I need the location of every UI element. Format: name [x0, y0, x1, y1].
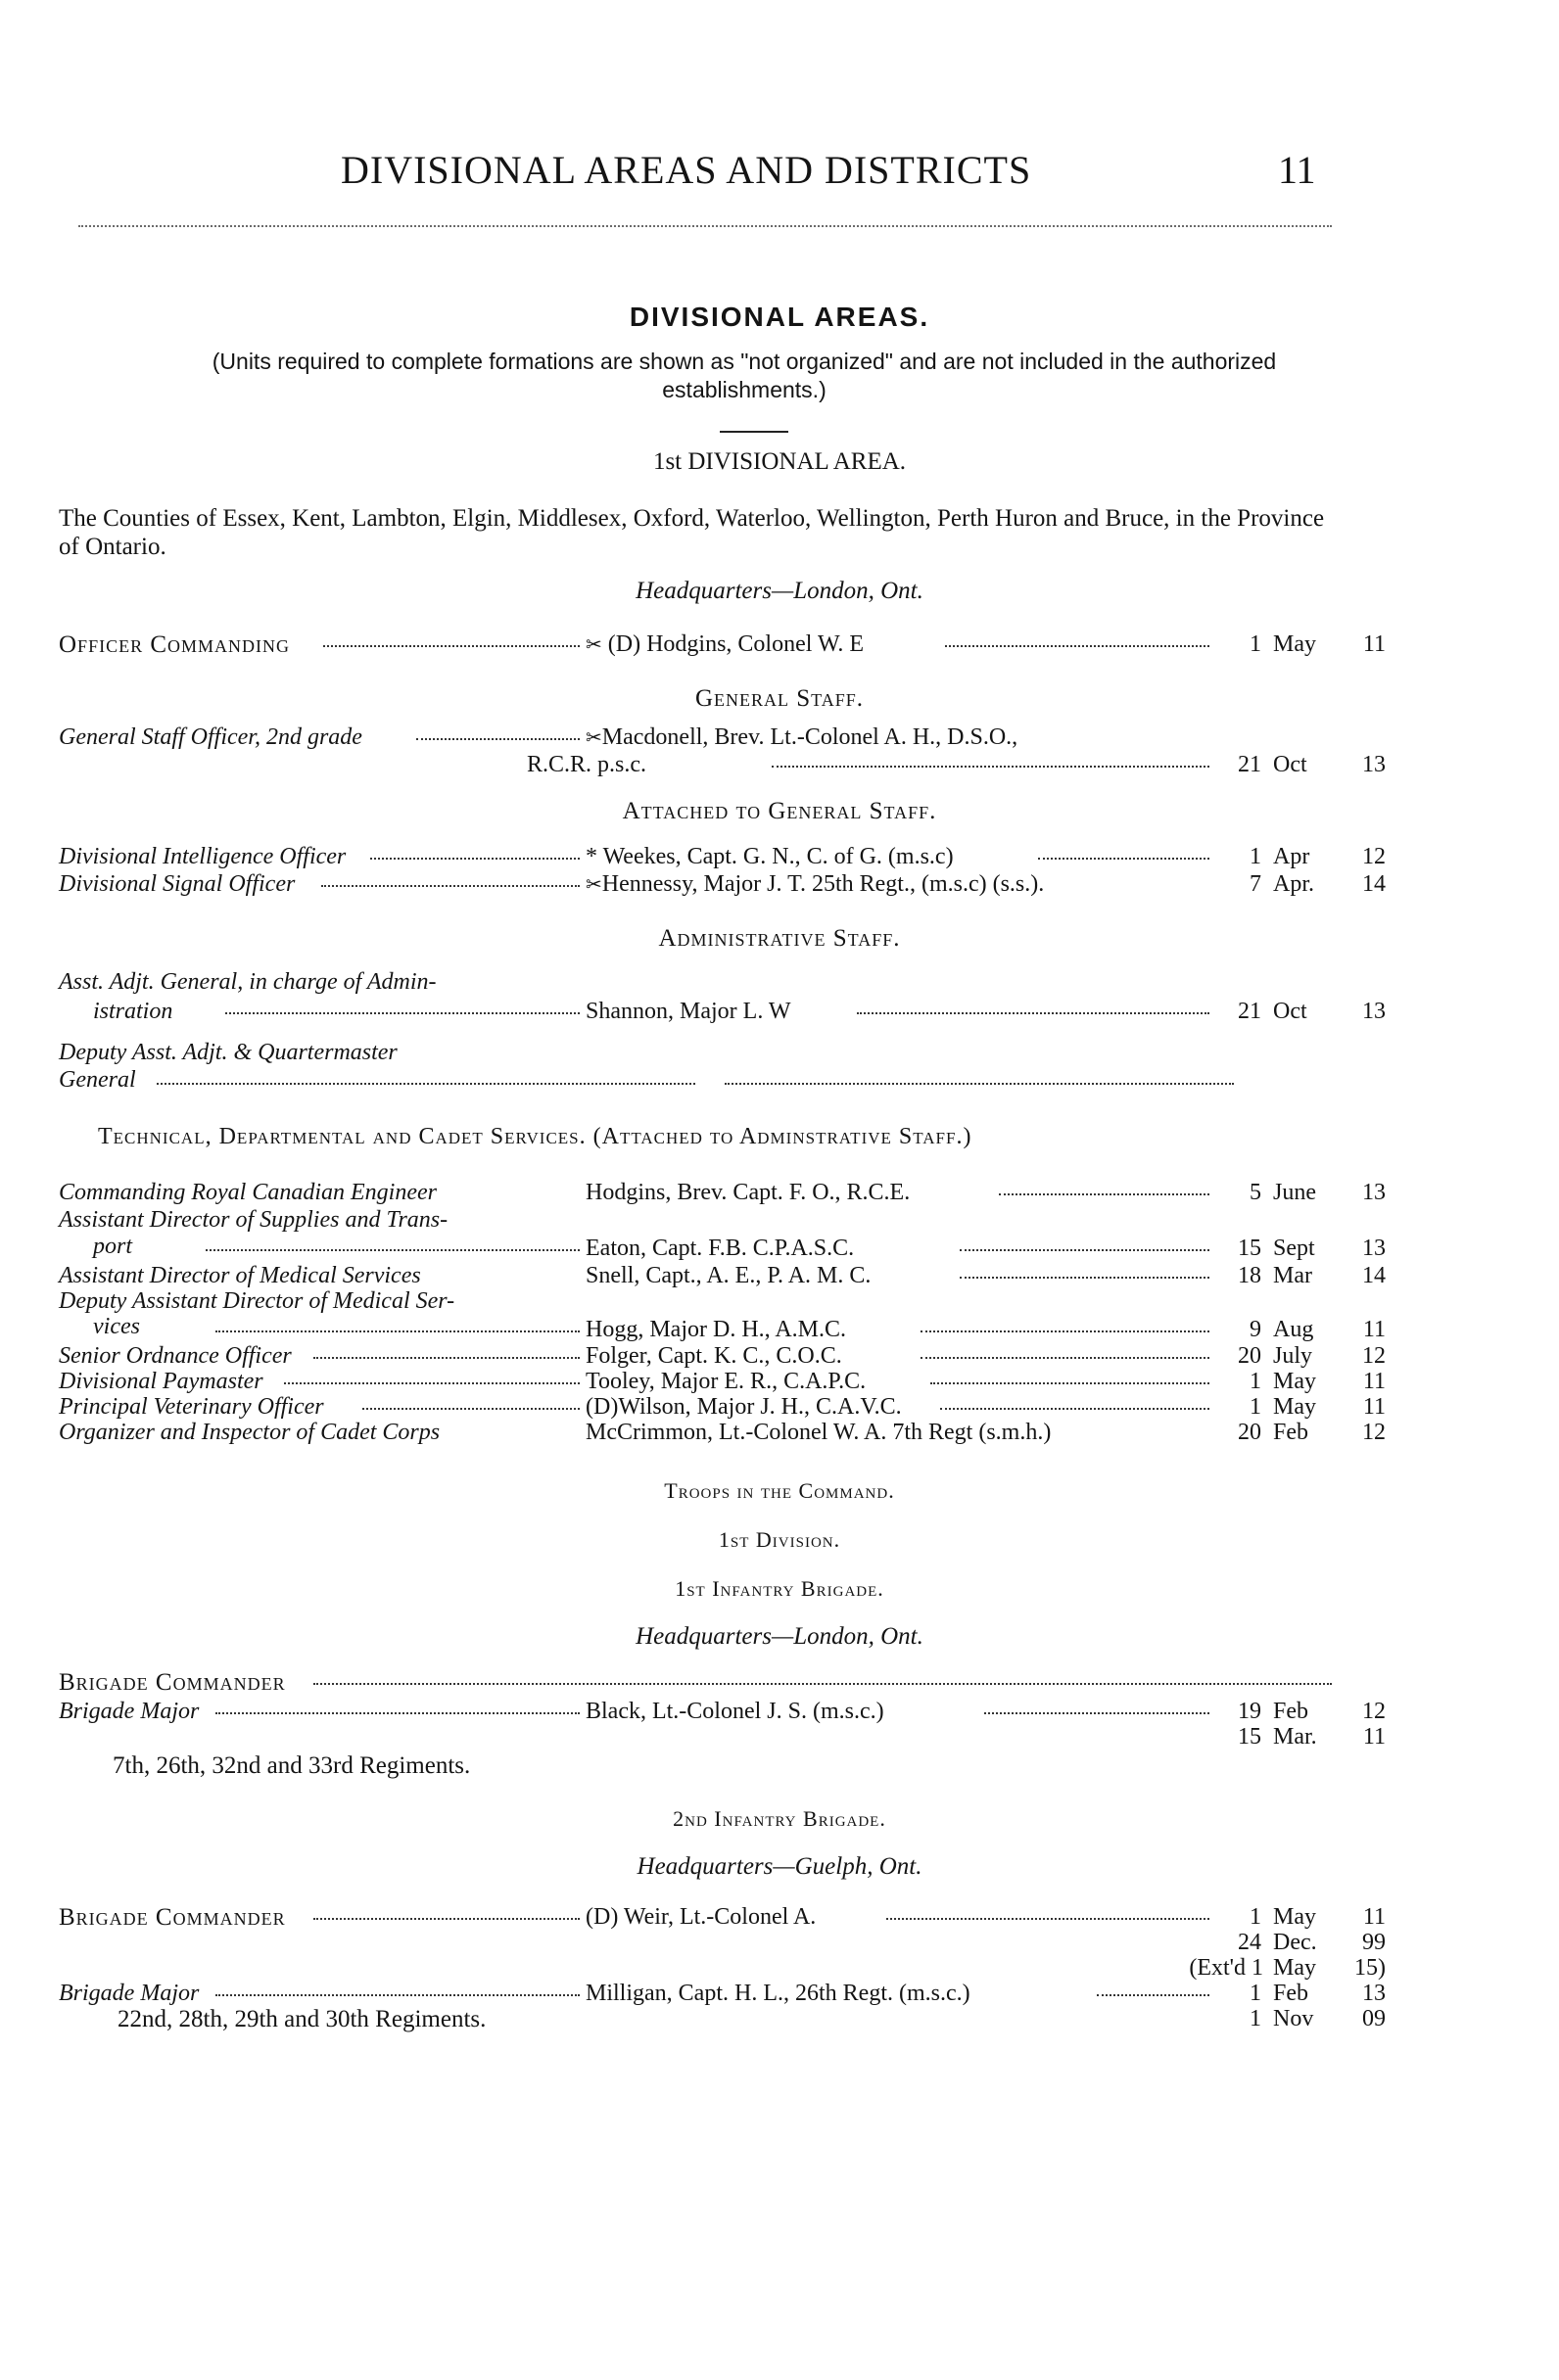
appointment-day: 7	[1250, 871, 1261, 897]
tech-name-ordnance: Folger, Capt. K. C., C.O.C.	[586, 1343, 842, 1369]
crossed-swords-icon: ✂	[586, 634, 602, 656]
appointment-day: 21	[1238, 752, 1261, 777]
running-title: DIVISIONAL AREAS AND DISTRICTS	[341, 148, 1032, 192]
appointment-month: Apr.	[1273, 871, 1314, 897]
leader-dots	[1097, 1994, 1209, 1996]
brigade2-commander-name: (D) Weir, Lt.-Colonel A.	[586, 1904, 817, 1930]
leader-dots	[940, 1408, 1209, 1410]
divisional-areas-heading: DIVISIONAL AREAS.	[629, 302, 930, 332]
leader-dots	[215, 1712, 580, 1714]
area-headquarters: Headquarters—London, Ont.	[636, 578, 923, 604]
tech-row-deputy-medical-name	[59, 1317, 1386, 1346]
leader-dots	[725, 1083, 1234, 1085]
general-staff-continuation: R.C.R. p.s.c.	[527, 752, 647, 777]
leader-dots	[206, 1249, 580, 1251]
leader-dots	[362, 1408, 580, 1410]
leader-dots	[416, 738, 580, 740]
signal-officer-label: Divisional Signal Officer	[59, 871, 296, 897]
appointment-month: June	[1273, 1180, 1316, 1205]
appointment-month: Feb	[1273, 1699, 1308, 1724]
intelligence-officer-name: Weekes, Capt. G. N., C. of G. (m.s.c)	[602, 844, 954, 869]
appointment-year: 13	[1362, 1981, 1386, 2006]
tech-name-paymaster: Tooley, Major E. R., C.A.P.C.	[586, 1369, 867, 1394]
brigade2-commander-label: Brigade Commander	[59, 1904, 286, 1931]
tech-label-supplies-cont: port	[93, 1234, 133, 1259]
tech-row-engineer	[59, 1180, 1386, 1209]
technical-services-heading: Technical, Departmental and Cadet Services. (Attached to Adminstrative Staff.)	[98, 1124, 972, 1149]
attached-general-staff-heading: Attached to General Staff.	[622, 798, 937, 824]
appointment-month: May	[1273, 1369, 1316, 1394]
tech-label-veterinary: Principal Veterinary Officer	[59, 1394, 324, 1420]
general-staff-officer-label: General Staff Officer, 2nd grade	[59, 724, 362, 750]
deputy-asst-adjt-label-cont: General	[59, 1067, 136, 1093]
general-staff-officer-name: Macdonell, Brev. Lt.-Colonel A. H., D.S.O.,	[601, 724, 1018, 750]
asst-adjt-general-name: Shannon, Major L. W	[586, 999, 791, 1024]
appointment-day: 1	[1250, 1981, 1261, 2006]
brigade1-title: 1st Infantry Brigade.	[675, 1576, 884, 1601]
appointment-day: 1	[1250, 1394, 1261, 1420]
intelligence-officer-row	[59, 844, 1386, 873]
brigade1-regiments: 7th, 26th, 32nd and 33rd Regiments.	[113, 1752, 471, 1779]
tech-name-supplies: Eaton, Capt. F.B. C.P.A.S.C.	[586, 1236, 855, 1261]
brigade2-headquarters: Headquarters—Guelph, Ont.	[637, 1853, 922, 1880]
asst-adjt-general-label-cont: istration	[93, 999, 173, 1024]
appointment-day: 9	[1250, 1317, 1261, 1342]
appointment-month: Nov	[1273, 2006, 1314, 2031]
appointment-day: 15	[1238, 1236, 1261, 1261]
leader-dots	[321, 885, 580, 887]
extended-month: May	[1273, 1955, 1316, 1981]
appointment-month: Oct	[1273, 752, 1307, 777]
appointment-day: 1	[1250, 1904, 1261, 1930]
appointment-month: Aug	[1273, 1317, 1314, 1342]
tech-label-medical: Assistant Director of Medical Services	[59, 1263, 421, 1288]
appointment-year: 11	[1362, 1394, 1386, 1420]
crossed-swords-icon: ✂	[586, 727, 602, 749]
appointment-year: 11	[1362, 1317, 1386, 1342]
appointment-day: 18	[1238, 1263, 1261, 1288]
administrative-staff-heading: Administrative Staff.	[658, 925, 901, 952]
troops-heading: Troops in the Command.	[664, 1478, 895, 1503]
tech-name-veterinary: (D)Wilson, Major J. H., C.A.V.C.	[586, 1394, 902, 1420]
leader-dots	[984, 1712, 1209, 1714]
appointment-month: Sept	[1273, 1236, 1315, 1261]
leader-dots	[313, 1683, 1332, 1685]
appointment-month: Mar.	[1273, 1724, 1317, 1750]
header-rule	[78, 225, 1332, 227]
deputy-asst-adjt-label: Deputy Asst. Adjt. & Quartermaster	[59, 1040, 398, 1065]
tech-row-supplies-name	[59, 1236, 1386, 1265]
appointment-month: May	[1273, 1904, 1316, 1930]
brigade1-commander-label: Brigade Commander	[59, 1669, 286, 1696]
appointment-month: Feb	[1273, 1981, 1308, 2006]
leader-dots	[1038, 858, 1209, 860]
intelligence-officer-label: Divisional Intelligence Officer	[59, 844, 347, 869]
signal-officer-name: Hennessy, Major J. T. 25th Regt., (m.s.c) (s.s.).	[601, 871, 1045, 897]
leader-dots	[157, 1083, 695, 1085]
division-heading: 1st Division.	[718, 1527, 841, 1552]
asterisk-mark: *	[586, 844, 597, 869]
tech-label-ordnance: Senior Ordnance Officer	[59, 1343, 292, 1369]
general-staff-heading: General Staff.	[694, 685, 865, 712]
appointment-day: 20	[1238, 1343, 1261, 1369]
appointment-day: 19	[1238, 1699, 1261, 1724]
appointment-year: 12	[1362, 1420, 1386, 1445]
extended-year: 15)	[1354, 1955, 1386, 1981]
leader-dots	[284, 1382, 580, 1384]
tech-name-cadet: McCrimmon, Lt.-Colonel W. A. 7th Regt (s.m.h.)	[586, 1420, 1052, 1445]
officer-commanding-name: (D) Hodgins, Colonel W. E	[607, 631, 865, 657]
asst-adjt-general-name-row	[59, 999, 1386, 1028]
tech-row-cadet	[59, 1420, 1386, 1449]
tech-label-deputy-medical-cont: vices	[93, 1314, 140, 1339]
crossed-swords-icon: ✂	[586, 874, 602, 896]
leader-dots	[930, 1382, 1209, 1384]
running-head	[0, 147, 1559, 206]
leader-dots	[999, 1193, 1209, 1195]
appointment-year: 14	[1362, 1263, 1386, 1288]
tech-label-paymaster: Divisional Paymaster	[59, 1369, 263, 1394]
appointment-year: 11	[1362, 1904, 1386, 1930]
appointment-year: 13	[1362, 752, 1386, 777]
tech-label-supplies: Assistant Director of Supplies and Trans-	[59, 1207, 449, 1233]
brigade1-headquarters: Headquarters—London, Ont.	[636, 1623, 923, 1650]
appointment-month: May	[1273, 631, 1316, 657]
appointment-day: 20	[1238, 1420, 1261, 1445]
brigade2-major-name: Milligan, Capt. H. L., 26th Regt. (m.s.c.)	[586, 1981, 970, 2006]
leader-dots	[215, 1330, 580, 1332]
appointment-day: 5	[1250, 1180, 1261, 1205]
brigade1-second-date-row	[59, 1724, 1386, 1753]
deputy-asst-adjt-dots-row	[59, 1069, 1332, 1098]
tech-name-deputy-medical: Hogg, Major D. H., A.M.C.	[586, 1317, 847, 1342]
signal-officer-row	[59, 871, 1386, 901]
appointment-year: 09	[1362, 2006, 1386, 2031]
leader-dots	[215, 1994, 580, 1996]
appointment-year: 13	[1362, 999, 1386, 1024]
leader-dots	[857, 1012, 1209, 1014]
leader-dots	[960, 1277, 1209, 1279]
appointment-year: 11	[1362, 631, 1386, 657]
tech-row-supplies	[59, 1207, 1332, 1237]
units-note: (Units required to complete formations are shown as "not organized" and are not included in the authorized establishments.)	[212, 349, 1277, 402]
general-staff-row	[59, 724, 1332, 754]
leader-dots	[370, 858, 580, 860]
appointment-month: Feb	[1273, 1420, 1308, 1445]
brigade1-commander-row	[59, 1669, 1332, 1699]
tech-row-deputy-medical	[59, 1288, 1332, 1318]
general-staff-date-row	[59, 752, 1386, 781]
brigade1-major-name: Black, Lt.-Colonel J. S. (m.s.c.)	[586, 1699, 884, 1724]
appointment-day: 1	[1250, 844, 1261, 869]
extended-prefix: (Ext'd 1	[1189, 1955, 1263, 1981]
asst-adjt-general-row	[59, 969, 1332, 999]
appointment-month: Oct	[1273, 999, 1307, 1024]
officer-commanding-label: Officer Commanding	[59, 631, 290, 658]
brigade2-regiments-row	[59, 2006, 1386, 2035]
appointment-year: 11	[1362, 1724, 1386, 1750]
counties-text: The Counties of Essex, Kent, Lambton, Elgin, Middlesex, Oxford, Waterloo, Wellington, Perth Huron and Bruce, in the Province of Ontario.	[59, 505, 1325, 560]
leader-dots	[225, 1012, 580, 1014]
leader-dots	[945, 645, 1209, 647]
tech-name-medical: Snell, Capt., A. E., P. A. M. C.	[586, 1263, 872, 1288]
brigade2-major-label: Brigade Major	[59, 1981, 200, 2006]
leader-dots	[772, 766, 1209, 768]
appointment-month: July	[1273, 1343, 1313, 1369]
brigade2-title: 2nd Infantry Brigade.	[673, 1806, 886, 1831]
appointment-day: 1	[1250, 1369, 1261, 1394]
tech-label-engineer: Commanding Royal Canadian Engineer	[59, 1180, 437, 1205]
appointment-year: 12	[1362, 844, 1386, 869]
appointment-year: 99	[1362, 1930, 1386, 1955]
appointment-day: 1	[1250, 631, 1261, 657]
appointment-day: 21	[1238, 999, 1261, 1024]
appointment-day: 1	[1250, 2006, 1261, 2031]
appointment-year: 13	[1362, 1236, 1386, 1261]
tech-label-cadet: Organizer and Inspector of Cadet Corps	[59, 1420, 441, 1445]
officer-commanding-row	[59, 631, 1386, 661]
appointment-year: 12	[1362, 1343, 1386, 1369]
leader-dots	[313, 1918, 580, 1920]
leader-dots	[313, 1357, 580, 1359]
leader-dots	[921, 1357, 1209, 1359]
appointment-day: 15	[1238, 1724, 1261, 1750]
tech-label-deputy-medical: Deputy Assistant Director of Medical Ser-	[59, 1288, 455, 1314]
appointment-year: 11	[1362, 1369, 1386, 1394]
appointment-month: Dec.	[1273, 1930, 1317, 1955]
appointment-year: 14	[1362, 871, 1386, 897]
appointment-year: 12	[1362, 1699, 1386, 1724]
appointment-month: Apr	[1273, 844, 1310, 869]
brigade2-regiments: 22nd, 28th, 29th and 30th Regiments.	[118, 2006, 487, 2032]
asst-adjt-general-label: Asst. Adjt. General, in charge of Admin-	[59, 969, 437, 995]
appointment-month: Mar	[1273, 1263, 1312, 1288]
leader-dots	[960, 1249, 1209, 1251]
leader-dots	[921, 1330, 1209, 1332]
appointment-day: 24	[1238, 1930, 1261, 1955]
page-number: 11	[1278, 148, 1316, 192]
appointment-year: 13	[1362, 1180, 1386, 1205]
leader-dots	[323, 645, 580, 647]
tech-name-engineer: Hodgins, Brev. Capt. F. O., R.C.E.	[586, 1180, 911, 1205]
leader-dots	[886, 1918, 1209, 1920]
appointment-month: May	[1273, 1394, 1316, 1420]
brigade1-major-label: Brigade Major	[59, 1699, 200, 1724]
section-rule	[720, 431, 788, 433]
area-title: 1st DIVISIONAL AREA.	[652, 448, 907, 475]
deputy-asst-adjt-row	[59, 1040, 1332, 1069]
